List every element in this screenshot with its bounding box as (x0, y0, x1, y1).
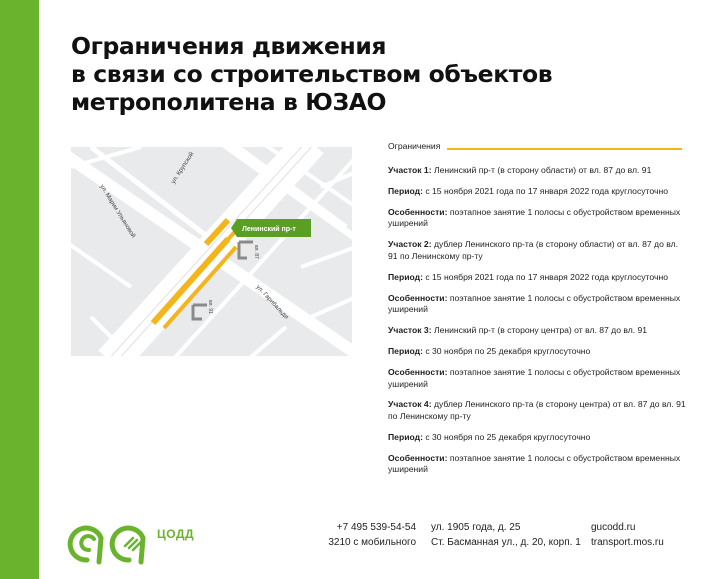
website-gucodd[interactable]: gucodd.ru (591, 522, 636, 533)
entry-11: Период: с 30 ноября по 25 декабря круглосуточно (388, 431, 591, 442)
footer-websites (591, 521, 664, 550)
panel-header (388, 140, 688, 157)
label-building-87: вл. 87 (253, 245, 259, 259)
label-building-91: вл. 91 (207, 300, 213, 314)
codd-logo-icon (67, 516, 157, 572)
entry-5: Период: с 15 ноября 2021 года по 17 января 2022 года круглосуточно (388, 271, 668, 282)
map-svg (71, 147, 352, 356)
entry-8: Период: с 30 ноября по 25 декабря круглосуточно (388, 346, 591, 357)
label-garibaldi: ул. Гарибальди (254, 283, 290, 321)
panel-header-label: Ограничения (388, 141, 441, 151)
phone-mobile: 3210 с мобильного (328, 536, 416, 548)
restriction-map (71, 147, 352, 356)
title-line-2: в связи со строительством объектов (71, 60, 553, 88)
entry-9: Особенности: поэтапное занятие 1 полосы с обустройством временных уширений (388, 366, 681, 389)
entry-1: Участок 1: Ленинский пр-т (в сторону области) от вл. 87 до вл. 91 (388, 165, 652, 175)
header-accent-line (447, 148, 682, 150)
entries-list (388, 165, 688, 476)
avenue-tag (231, 219, 311, 237)
entry-7: Участок 3: Ленинский пр-т (в сторону центра) от вл. 87 до вл. 91 (388, 325, 648, 336)
address-1: ул. 1905 года, д. 25 (431, 522, 521, 533)
footer-addresses (431, 521, 581, 550)
title-line-1: Ограничения движения (71, 32, 387, 60)
footer (0, 512, 720, 579)
entry-3: Особенности: поэтапное занятие 1 полосы с обустройством временных уширений (388, 206, 681, 229)
page-title (71, 32, 591, 116)
entry-12: Особенности: поэтапное занятие 1 полосы с обустройством временных уширений (388, 452, 681, 475)
logo-wordmark: ЦОДД (157, 527, 195, 541)
label-krupskoy: ул. Крупской (169, 150, 196, 186)
label-ulyanovoy: ул. Марии Ульяновой (98, 183, 137, 240)
footer-phones (310, 521, 416, 550)
entry-6: Особенности: поэтапное занятие 1 полосы с обустройством временных уширений (388, 292, 681, 315)
title-line-3: метрополитена в ЮЗАО (71, 88, 387, 116)
address-2: Ст. Басманная ул., д. 20, корп. 1 (431, 536, 581, 548)
entry-10: Участок 4: дублер Ленинского пр-та (в сторону центра) от вл. 87 до вл. 91 по Ленинскому пр-ту (388, 399, 686, 421)
entry-4: Участок 2: дублер Ленинского пр-та (в сторону области) от вл. 87 до вл. 91 по Ленинскому пр-ту (388, 239, 679, 261)
entry-2: Период: с 15 ноября 2021 года по 17 января 2022 года круглосуточно (388, 185, 668, 196)
avenue-tag-label: Ленинский пр-т (242, 226, 296, 233)
brand-side-bar (0, 0, 39, 579)
restrictions-panel (388, 140, 688, 485)
phone-main[interactable]: +7 495 539-54-54 (336, 522, 416, 533)
website-transport[interactable]: transport.mos.ru (591, 536, 664, 548)
